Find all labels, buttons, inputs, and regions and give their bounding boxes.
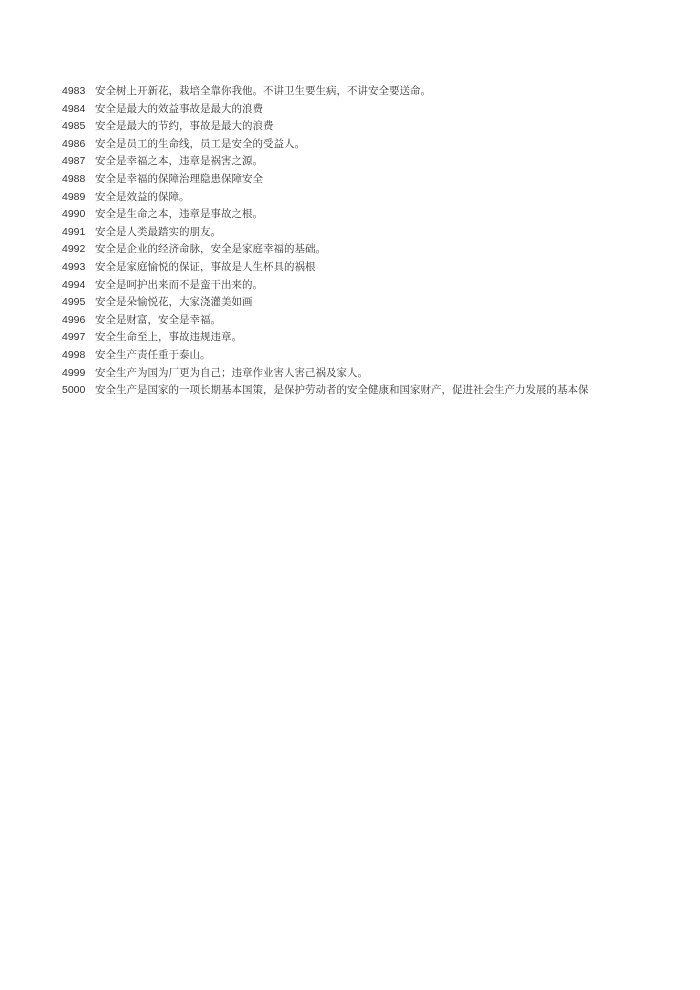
- entry-text: 安全是企业的经济命脉，安全是家庭幸福的基础。: [95, 243, 326, 256]
- list-item: [62, 205, 644, 223]
- list-item: [62, 99, 644, 117]
- list-item: [62, 345, 644, 363]
- entry-text: 安全是最大的效益事故是最大的浪费: [95, 102, 263, 115]
- entry-text: 安全是幸福的保障治理隐患保障安全: [95, 172, 263, 185]
- entry-number: 4992: [62, 243, 86, 256]
- list-item: [62, 187, 644, 205]
- entry-text: 安全是财富，安全是幸福。: [95, 313, 221, 326]
- entry-number: 4996: [62, 313, 86, 326]
- entry-text: 安全是朵愉悦花，大家浇灌美如画: [95, 296, 253, 309]
- entry-text: 安全生产是国家的一项长期基本国策，是保护劳动者的安全健康和国家财产，促进社会生产力发展的基本保: [95, 384, 589, 397]
- entry-number: 4985: [62, 120, 86, 133]
- entry-number: 4991: [62, 225, 86, 238]
- entry-text: 安全生产为国为厂更为自己；违章作业害人害己祸及家人。: [95, 366, 368, 379]
- entry-number: 4988: [62, 172, 86, 185]
- entry-number: 4984: [62, 102, 86, 115]
- entry-text: 安全是员工的生命线，员工是安全的受益人。: [95, 137, 305, 150]
- list-item: [62, 152, 644, 170]
- list-item: [62, 310, 644, 328]
- entry-number: 4994: [62, 278, 86, 291]
- list-item: [62, 293, 644, 311]
- entry-text: 安全生产责任重于泰山。: [95, 348, 211, 361]
- entry-text: 安全是最大的节约，事故是最大的浪费: [95, 120, 274, 133]
- list-item: [62, 134, 644, 152]
- slogan-list: [62, 68, 644, 398]
- list-item: [62, 363, 644, 381]
- entry-number: 4986: [62, 137, 86, 150]
- list-item: [62, 68, 644, 99]
- list-item: [62, 117, 644, 135]
- list-item: [62, 328, 644, 346]
- entry-number: 4989: [62, 190, 86, 203]
- entry-number: 4995: [62, 296, 86, 309]
- entry-number: 4993: [62, 260, 86, 273]
- entry-text: 安全是人类最踏实的朋友。: [95, 225, 221, 238]
- list-item: [62, 275, 644, 293]
- entry-text: 安全是生命之本，违章是事故之根。: [95, 208, 263, 221]
- list-item: [62, 257, 644, 275]
- list-item: [62, 381, 644, 399]
- entry-number: 4998: [62, 348, 86, 361]
- entry-number: 5000: [62, 384, 86, 397]
- entry-number: 4987: [62, 155, 86, 168]
- entry-text: 安全是幸福之本，违章是祸害之源。: [95, 155, 263, 168]
- list-item: [62, 222, 644, 240]
- entry-text: 安全生命至上，事故违规违章。: [95, 331, 242, 344]
- entry-number: 4983: [62, 85, 86, 97]
- entry-text: 安全是家庭愉悦的保证，事故是人生杯具的祸根: [95, 260, 316, 273]
- entry-text: 安全是效益的保障。: [95, 190, 190, 203]
- list-item: [62, 169, 644, 187]
- entry-text: 安全树上开新花，栽培全靠你我他。不讲卫生要生病，不讲安全要送命。: [95, 85, 431, 97]
- entry-text: 安全是呵护出来而不是蛮干出来的。: [95, 278, 263, 291]
- entry-number: 4997: [62, 331, 86, 344]
- list-item: [62, 240, 644, 258]
- entry-number: 4999: [62, 366, 86, 379]
- entry-number: 4990: [62, 208, 86, 221]
